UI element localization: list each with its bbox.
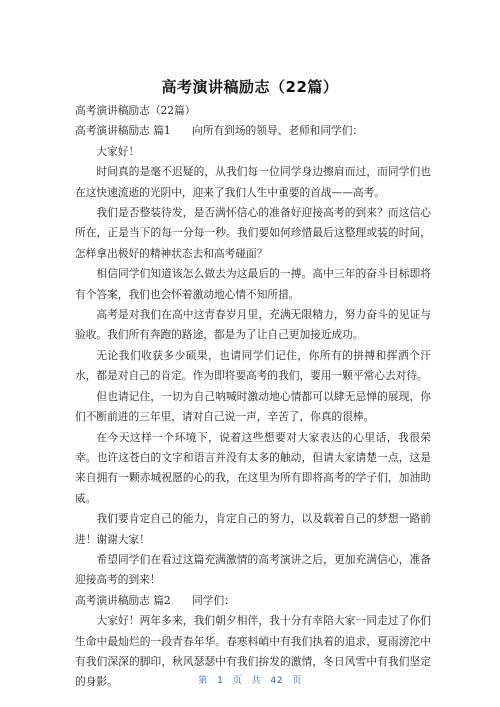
paragraph: 大家好！ <box>96 144 140 158</box>
paragraph: 时间真的是毫不迟疑的，从我们每一位同学身边擦肩而过，而同学们也在这快速流逝的光阴中，迎来了我们人生中重要的首战——高考。 <box>75 165 431 199</box>
footer-page-label: 第 <box>198 676 208 686</box>
page-footer <box>0 673 500 686</box>
footer-total-unit: 页 <box>292 676 302 686</box>
paragraph: 高考演讲稿励志 篇1 向所有到场的领导、老师和同学们： <box>75 124 364 138</box>
page-title: 高考演讲稿励志（22篇） <box>161 78 339 96</box>
paragraph: 相信同学们知道该怎么做去为这最后的一搏。高中三年的奋斗目标即将有个答案，我们也会怀着激动地心情不知所措。 <box>75 267 431 301</box>
paragraph: 但也请记住，一切为自己呐喊时激动地心情都可以肆无忌惮的展现，你们不断前进的三年里，请对自己说一声，辛苦了，你真的很棒。 <box>75 389 431 424</box>
footer-total-pages: 42 <box>270 676 283 686</box>
paragraph: 高考演讲稿励志 篇2 同学们： <box>75 593 235 607</box>
paragraph: 在今天这样一个环境下，说着这些想要对大家表达的心里话，我很荣幸。也许这苍白的文字和语言并没有太多的触动，但请大家请楚一点，这是来自拥有一颗赤城祝愿的心的我，在这里为所有即将高考的学子们，加油助威。 <box>75 430 431 505</box>
footer-page-number: 1 <box>217 676 224 686</box>
document-body <box>75 101 431 693</box>
footer-total-label: 共 <box>251 676 262 686</box>
paragraph: 希望同学们在看过这篇充满激情的高考演讲之后，更加充满信心，准备迎接高考的到来！ <box>75 552 431 587</box>
paragraph: 高考是对我们在高中这青春岁月里，充满无限精力，努力奋斗的见证与验收。我们所有奔跑的路途，都是为了让自己更加接近成功。 <box>75 308 431 342</box>
paragraph: 大家好！两年多来，我们朝夕相伴，我十分有幸陪大家一同走过了你们生命中最灿烂的一段青春年华。春寒料峭中有我们执着的追求，夏雨滂沱中有我们深深的脚印，秋风瑟瑟中有我们拚发的激情，冬日风雪中有我们坚定的身影。 <box>75 614 431 689</box>
paragraph: 我们要肯定自己的能力，肯定自己的努力，以及载着自己的梦想一路前进！谢谢大家！ <box>75 512 431 546</box>
paragraph: 高考演讲稿励志（22篇） <box>75 104 196 117</box>
paragraph: 无论我们收获多少硕果，也请同学们记住，你所有的拼搏和挥洒个汗水，都是对自己的肯定。作为即将要高考的我们，要用一颗平常心去对待。 <box>75 348 431 383</box>
footer-page-unit: 页 <box>232 676 243 686</box>
paragraph: 我们是否整装待发，是否满怀信心的准备好迎接高考的到来？而这信心所在，正是当下的每一分每一秒。我们要如何珍惜最后这整理或装的时间，怎样拿出极好的精神状态去和高考碰面？ <box>75 206 431 260</box>
